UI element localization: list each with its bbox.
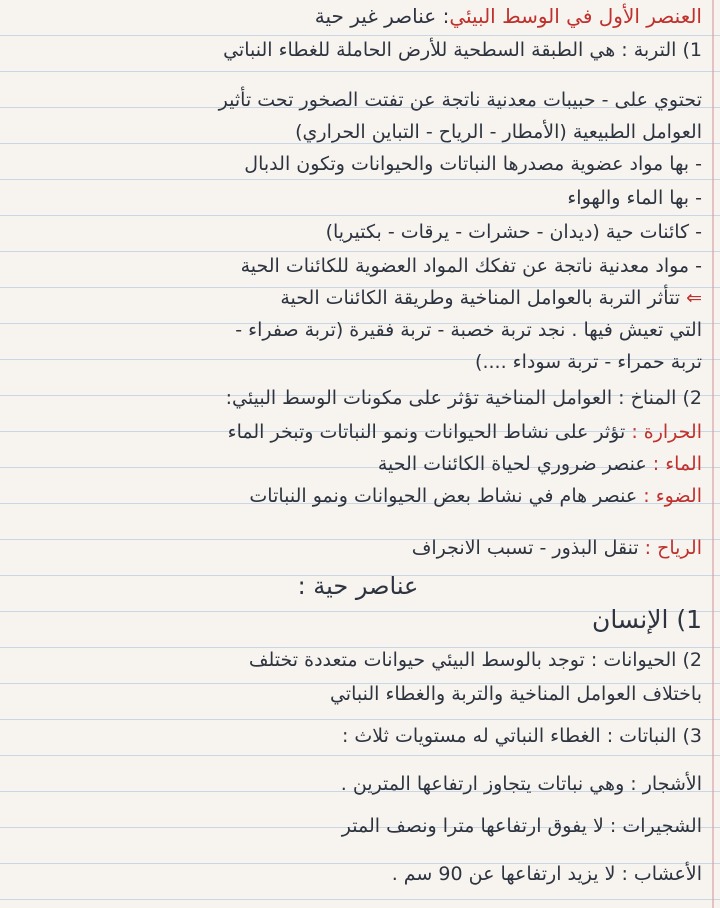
shrubs-line: الشجيرات : لا يفوق ارتفاعها مترا ونصف المتر <box>341 815 702 837</box>
title-red: العنصر الأول في الوسط البيئي <box>449 4 702 28</box>
light-label: الضوء : <box>643 485 702 507</box>
water-line <box>14 450 702 478</box>
water-label: الماء : <box>652 453 702 475</box>
soil-line-10: تربة حمراء - تربة سوداء ....) <box>475 351 702 373</box>
arrow-icon: ⇐ <box>686 287 702 309</box>
human-line: 1) الإنسان <box>591 606 702 634</box>
animals-line-2: باختلاف العوامل المناخية والتربة والغطاء النباتي <box>329 683 702 705</box>
soil-line-3: العوامل الطبيعية (الأمطار - الرياح - التباين الحراري) <box>295 121 702 143</box>
trees-line: الأشجار : وهي نباتات يتجاوز ارتفاعها المترين . <box>340 773 702 795</box>
soil-line-7: - مواد معدنية ناتجة عن تفكك المواد العضوية للكائنات الحية <box>240 255 702 277</box>
soil-line-4: - بها مواد عضوية مصدرها النباتات والحيوانات وتكون الدبال <box>244 153 702 175</box>
soil-line-1: 1) التربة : هي الطبقة السطحية للأرض الحاملة للغطاء النباتي <box>223 39 702 61</box>
wind-label: الرياح : <box>644 537 702 559</box>
soil-line-8-text: تتأثر التربة بالعوامل المناخية وطريقة الكائنات الحية <box>280 287 681 309</box>
water-text: عنصر ضروري لحياة الكائنات الحية <box>377 453 647 475</box>
wind-line <box>14 534 702 562</box>
soil-line-9: التي تعيش فيها . نجد تربة خصبة - تربة فقيرة (تربة صفراء - <box>235 319 702 341</box>
heat-line <box>14 418 702 446</box>
animals-line-1: 2) الحيوانات : توجد بالوسط البيئي حيوانات متعددة تختلف <box>248 649 702 671</box>
soil-line-5: - بها الماء والهواء <box>567 187 702 209</box>
wind-text: تنقل البذور - تسبب الانجراف <box>411 537 639 559</box>
light-text: عنصر هام في نشاط بعض الحيوانات ونمو النباتات <box>249 485 638 507</box>
heat-label: الحرارة : <box>631 421 702 443</box>
living-heading: عناصر حية : <box>297 572 419 600</box>
margin-line <box>712 0 714 908</box>
section-title <box>14 2 702 30</box>
soil-line-8 <box>14 284 702 312</box>
climate-line: 2) المناخ : العوامل المناخية تؤثر على مكونات الوسط البيئي: <box>225 387 702 409</box>
soil-line-2: تحتوي على - حبيبات معدنية ناتجة عن تفتت الصخور تحت تأثير <box>218 89 702 111</box>
title-rest: : عناصر غير حية <box>314 4 450 28</box>
soil-line-6: - كائنات حية (ديدان - حشرات - يرقات - بكتيريا) <box>325 221 702 243</box>
heat-text: تؤثر على نشاط الحيوانات ونمو النباتات وتبخر الماء <box>227 421 626 443</box>
light-line <box>14 482 702 510</box>
grass-line: الأعشاب : لا يزيد ارتفاعها عن 90 سم . <box>391 863 702 885</box>
plants-line: 3) النباتات : الغطاء النباتي له مستويات ثلاث : <box>341 725 702 747</box>
